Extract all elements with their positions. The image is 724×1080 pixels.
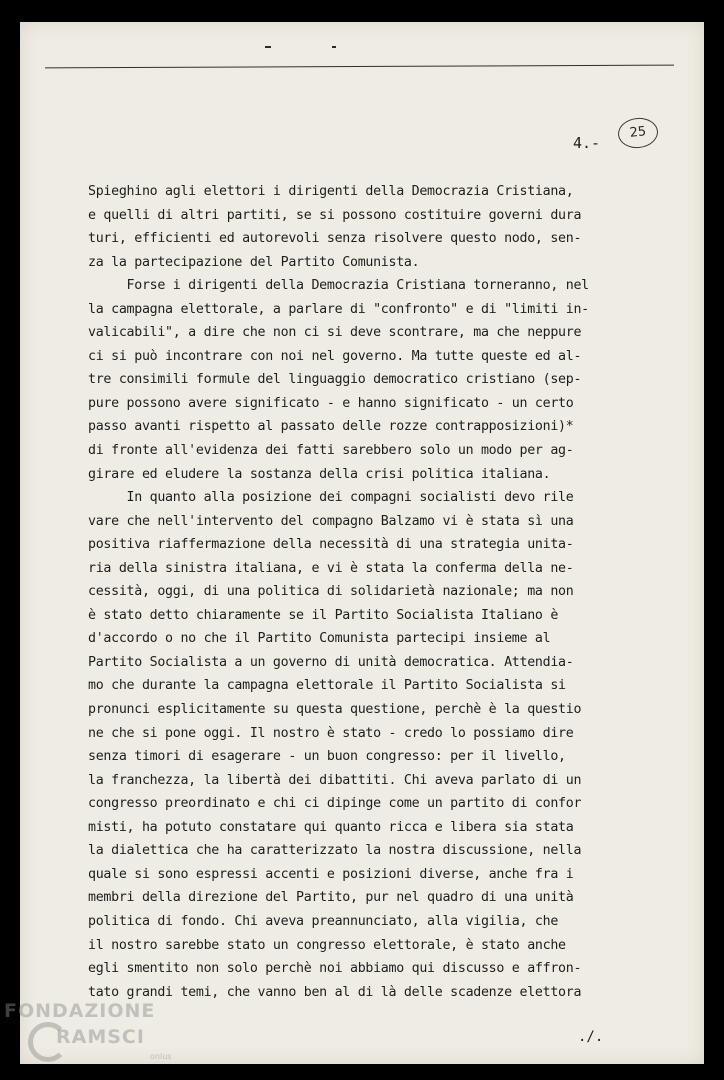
text-line: la franchezza, la libertà dei dibattiti. Chi aveva parlato di un	[88, 772, 582, 788]
text-line: valicabili", a dire che non ci si deve scontrare, ma che neppure	[88, 325, 582, 341]
text-line: pronunci esplicitamente su questa questione, perchè è la questio	[88, 702, 582, 718]
text-line: senza timori di esagerare - un buon congresso: per il livello,	[88, 749, 566, 765]
text-line: il nostro sarebbe stato un congresso elettorale, è stato anche	[88, 937, 566, 953]
text-line: membri della direzione del Partito, pur nel quadro di una unità	[88, 890, 574, 906]
text-line: ci si può incontrare con noi nel governo. Ma tutte queste ed al-	[88, 348, 582, 364]
text-line: turi, efficienti ed autorevoli senza risolvere questo nodo, sen-	[88, 231, 582, 247]
text-line: di fronte all'evidenza dei fatti sarebbero solo un modo per ag-	[88, 443, 574, 459]
top-rule-line	[45, 65, 674, 69]
text-line: ria della sinistra italiana, e vi è stata la conferma della ne-	[88, 560, 574, 576]
continuation-mark: ./.	[578, 1029, 604, 1045]
document-page	[20, 22, 704, 1064]
text-line: misti, ha potuto constatare qui quanto ricca e libera sia stata	[88, 819, 574, 835]
text-line: girare ed eludere la sostanza della crisi politica italiana.	[88, 466, 551, 482]
watermark-line-1: FONDAZIONE	[4, 1000, 156, 1022]
text-line: la campagna elettorale, a parlare di "confronto" e di "limiti in-	[88, 301, 589, 317]
text-line: ne che si pone oggi. Il nostro è stato - credo lo possiamo dire	[88, 725, 574, 741]
watermark-small-text: onlus	[150, 1052, 172, 1061]
body-text	[88, 180, 688, 1004]
text-line: è stato detto chiaramente se il Partito Socialista Italiano è	[88, 607, 559, 623]
fondazione-gramsci-watermark	[4, 1000, 184, 1080]
text-line: Forse i dirigenti della Democrazia Cristiana torneranno, nel	[88, 278, 589, 294]
text-line: quale si sono espressi accenti e posizioni diverse, anche fra i	[88, 866, 574, 882]
text-line: tre consimili formule del linguaggio democratico cristiano (sep-	[88, 372, 582, 388]
page-number: 4.-	[573, 134, 601, 152]
text-line: za la partecipazione del Partito Comunista.	[88, 254, 420, 270]
text-line: egli smentito non solo perchè noi abbiamo qui discusso e affron-	[88, 961, 582, 977]
archive-number-stamp: 25	[617, 116, 660, 150]
text-line: cessità, oggi, di una politica di solidarietà nazionale; ma non	[88, 584, 574, 600]
watermark-line-2: RAMSCI	[56, 1026, 145, 1048]
top-mark-left	[265, 46, 271, 48]
text-line: d'accordo o no che il Partito Comunista partecipi insieme al	[88, 631, 551, 647]
text-line: tato grandi temi, che vanno ben al di là delle scadenze elettora	[88, 984, 582, 1000]
text-line: politica di fondo. Chi aveva preannunciato, alla vigilia, che	[88, 913, 559, 929]
text-line: passo avanti rispetto al passato delle rozze contrapposizioni)*	[88, 419, 574, 435]
text-line: congresso preordinato e chi ci dipinge come un partito di confor	[88, 796, 582, 812]
top-mark-right	[332, 46, 336, 48]
text-line: e quelli di altri partiti, se si possono costituire governi dura	[88, 207, 582, 223]
text-line: pure possono avere significato - e hanno significato - un certo	[88, 395, 574, 411]
text-line: Spieghino agli elettori i dirigenti della Democrazia Cristiana,	[88, 184, 574, 199]
text-line: vare che nell'intervento del compagno Balzamo vi è stata sì una	[88, 513, 574, 529]
text-line: la dialettica che ha caratterizzato la nostra discussione, nella	[88, 843, 582, 859]
text-line: Partito Socialista a un governo di unità democratica. Attendia-	[88, 654, 574, 670]
text-line: mo che durante la campagna elettorale il Partito Socialista si	[88, 678, 566, 694]
text-line: positiva riaffermazione della necessità di una strategia unita-	[88, 537, 574, 553]
text-line: In quanto alla posizione dei compagni socialisti devo rile	[88, 490, 574, 506]
